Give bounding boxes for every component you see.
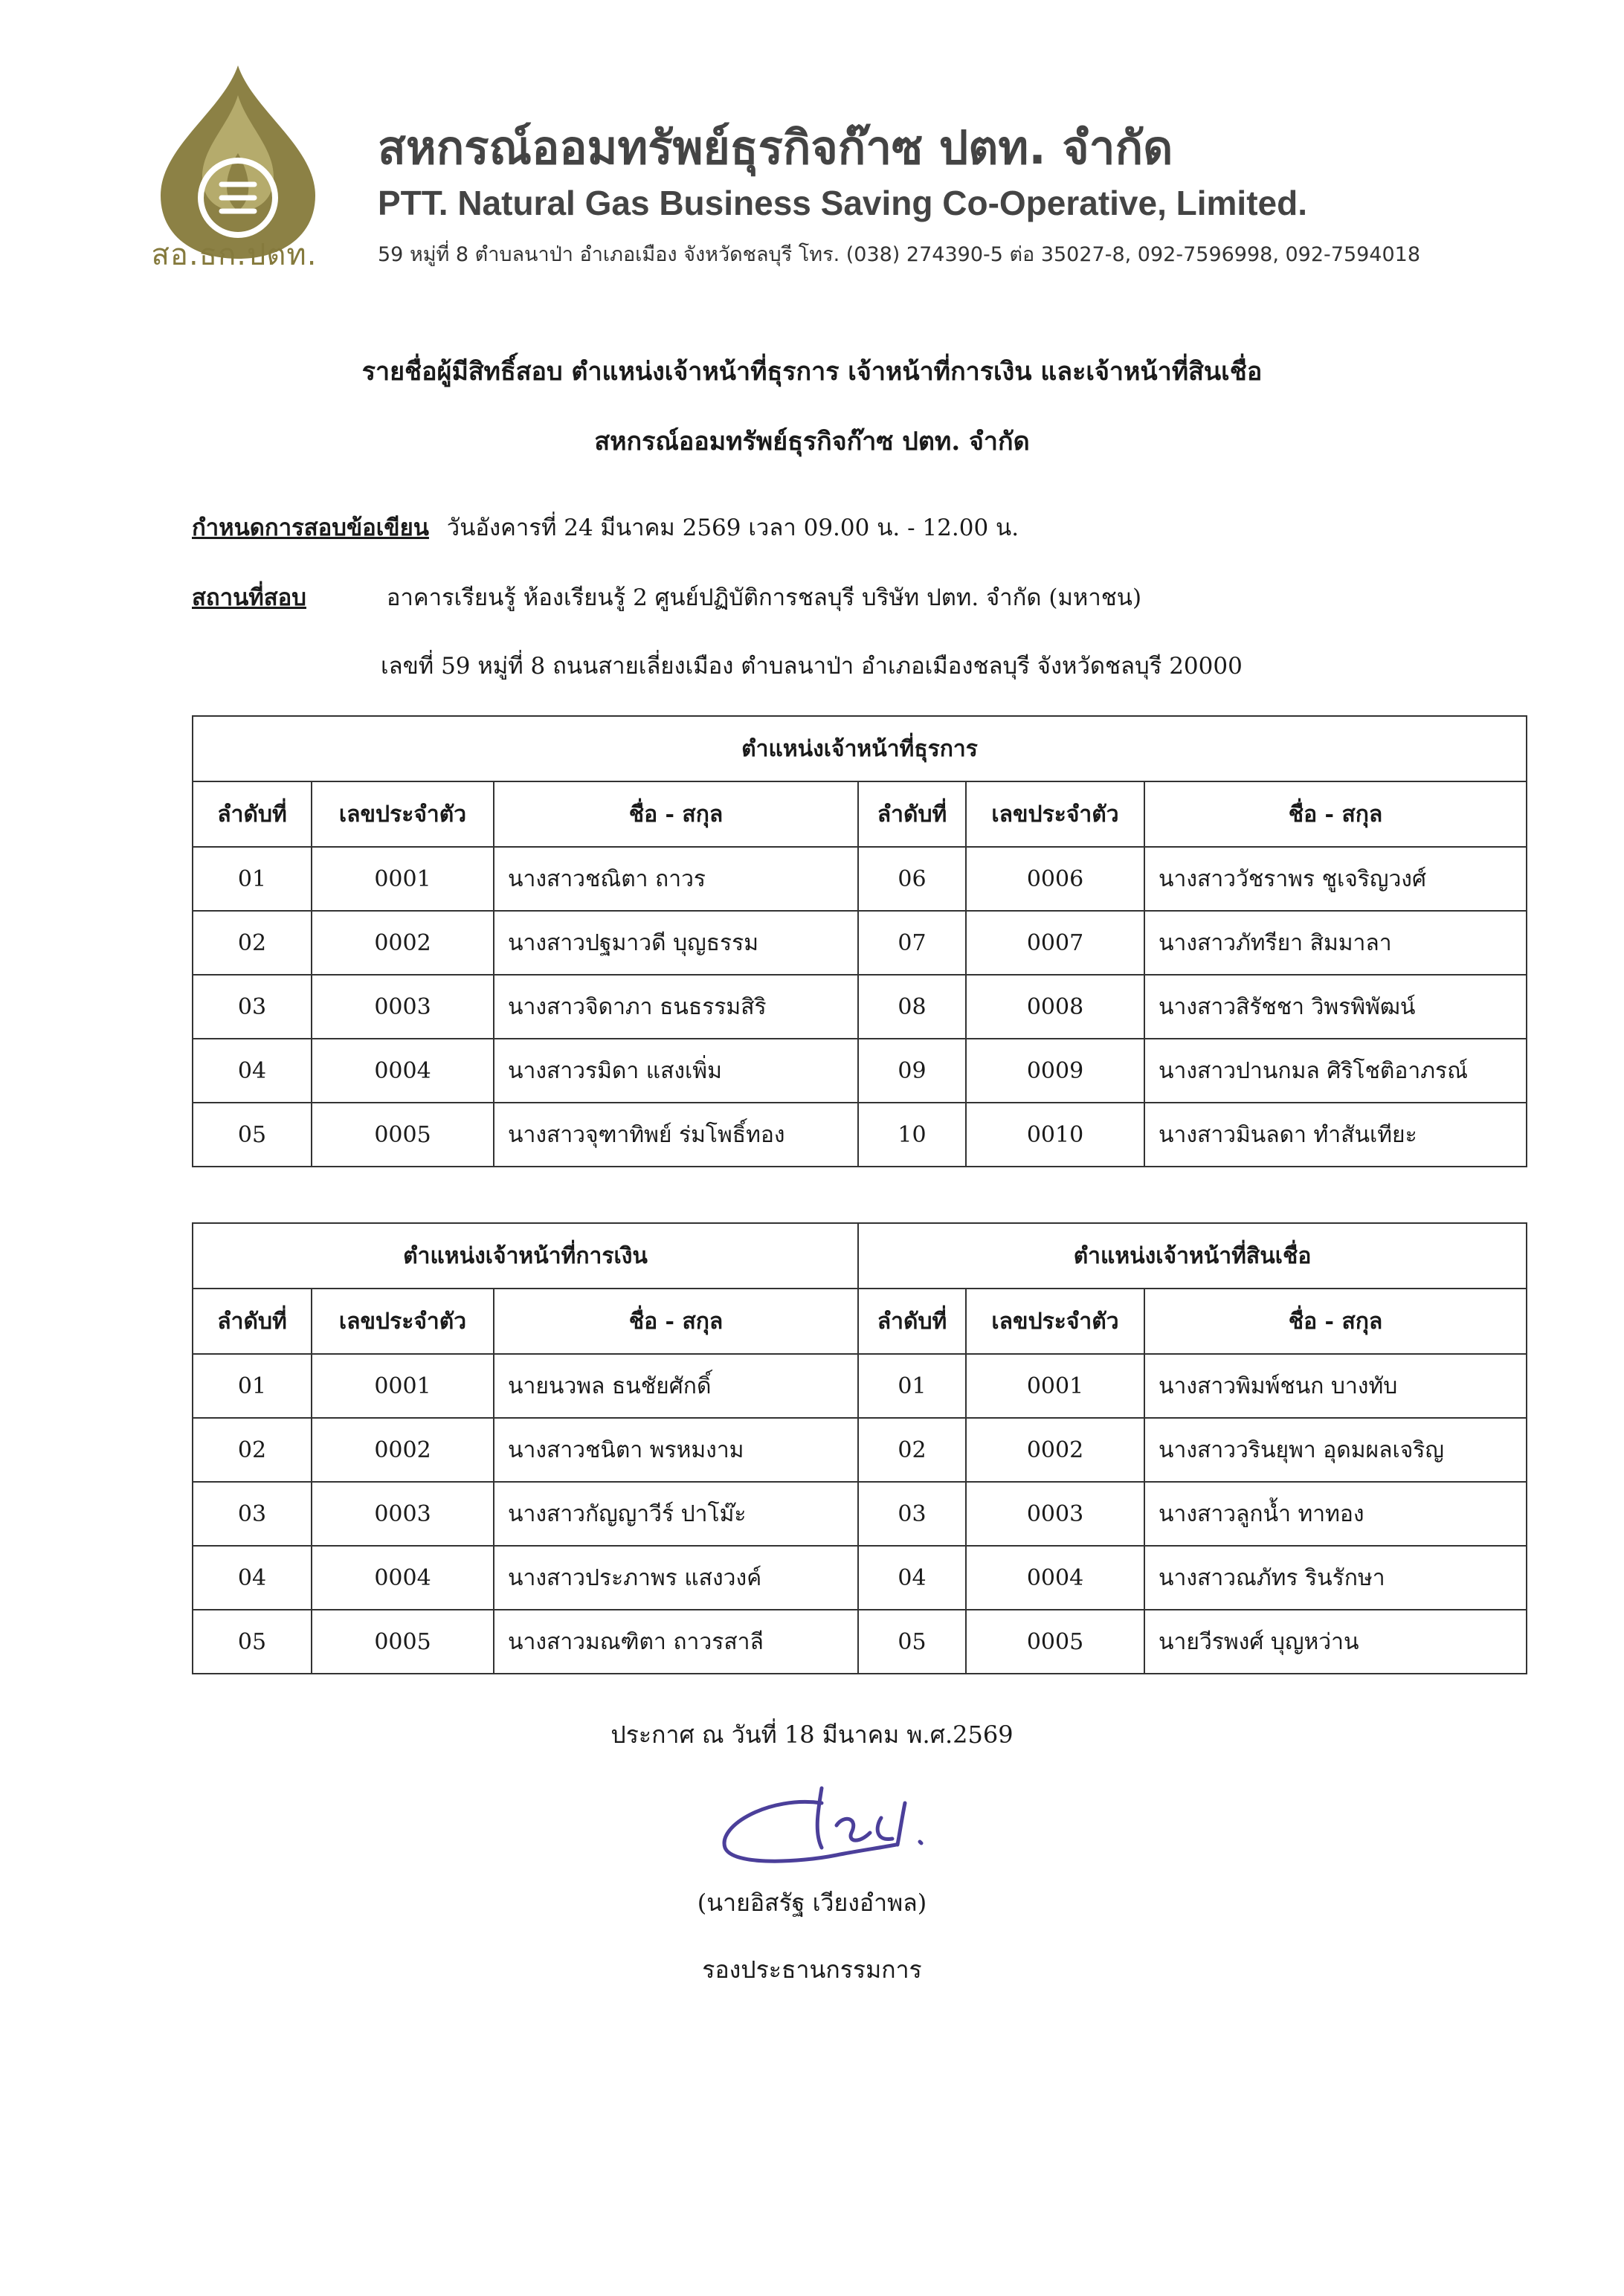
cell-name: นางสาวพิมพ์ชนก บางทับ (1144, 1354, 1527, 1418)
cell-order: 02 (193, 911, 312, 975)
exam-schedule-value: วันอังคารที่ 24 มีนาคม 2569 เวลา 09.00 น. - 12.00 น. (446, 515, 1019, 541)
table-header-row (193, 1289, 1527, 1354)
column-header-id: เลขประจำตัว (312, 781, 494, 847)
cell-id: 0008 (966, 975, 1144, 1039)
column-header-order: ลำดับที่ (858, 1289, 966, 1354)
cell-name: นางสาวมณฑิตา ถาวรสาลี (494, 1610, 858, 1674)
column-header-name: ชื่อ - สกุล (1144, 1289, 1527, 1354)
cell-order: 01 (193, 1354, 312, 1418)
exam-venue-line1: อาคารเรียนรู้ ห้องเรียนรู้ 2 ศูนย์ปฏิบัติการชลบุรี บริษัท ปตท. จำกัด (มหาชน) (386, 584, 1142, 611)
cell-order: 01 (193, 847, 312, 911)
cell-id: 0002 (966, 1418, 1144, 1482)
cell-name: นางสาวมินลดา ทำสันเทียะ (1144, 1103, 1527, 1167)
cell-id: 0010 (966, 1103, 1144, 1167)
table-row (193, 1354, 1527, 1418)
cell-name: นางสาวรมิดา แสงเพิ่ม (494, 1039, 858, 1103)
cell-order: 10 (858, 1103, 966, 1167)
cell-name: นางสาวสิรัชชา วิพรพิพัฒน์ (1144, 975, 1527, 1039)
finance-credit-candidates-table (192, 1222, 1527, 1674)
column-header-order: ลำดับที่ (858, 781, 966, 847)
cell-name: นางสาวกัญญาวีร์ ปาโม๊ะ (494, 1482, 858, 1546)
cell-id: 0003 (312, 975, 494, 1039)
cell-order: 04 (193, 1039, 312, 1103)
document-title: รายชื่อผู้มีสิทธิ์สอบ ตำแหน่งเจ้าหน้าที่ธุรการ เจ้าหน้าที่การเงิน และเจ้าหน้าที่สินเชื่อ (361, 357, 1263, 387)
cell-id: 0004 (312, 1546, 494, 1610)
cell-name: นางสาวปานกมล ศิริโชติอาภรณ์ (1144, 1039, 1527, 1103)
cell-order: 02 (858, 1418, 966, 1482)
cell-id: 0006 (966, 847, 1144, 911)
admin-candidates-table (192, 715, 1527, 1167)
column-header-name: ชื่อ - สกุล (1144, 781, 1527, 847)
signature-icon (710, 1773, 963, 1877)
cell-name: นางสาวภัทรียา สิมมาลา (1144, 911, 1527, 975)
signer-position: รองประธานกรรมการ (702, 1955, 922, 1984)
cell-name: นางสาวปฐมาวดี บุญธรรม (494, 911, 858, 975)
cell-name: นางสาวณภัทร รินรักษา (1144, 1546, 1527, 1610)
org-name-english: PTT. Natural Gas Business Saving Co-Operative, Limited. (378, 184, 1307, 222)
column-header-name: ชื่อ - สกุล (494, 1289, 858, 1354)
column-header-id: เลขประจำตัว (966, 1289, 1144, 1354)
cell-id: 0001 (312, 847, 494, 911)
cell-name: นางสาวลูกน้ำ ทาทอง (1144, 1482, 1527, 1546)
cell-id: 0001 (966, 1354, 1144, 1418)
cell-id: 0009 (966, 1039, 1144, 1103)
table-row (193, 1546, 1527, 1610)
cell-order: 05 (193, 1103, 312, 1167)
exam-schedule-label: กำหนดการสอบข้อเขียน (192, 515, 429, 541)
cell-name: นางสาวชณิตา ถาวร (494, 847, 858, 911)
cell-id: 0004 (312, 1039, 494, 1103)
cell-order: 05 (193, 1610, 312, 1674)
cell-order: 02 (193, 1418, 312, 1482)
cell-name: นางสาวจุฑาทิพย์ ร่มโพธิ์ทอง (494, 1103, 858, 1167)
cell-name: นางสาววรินยุพา อุดมผลเจริญ (1144, 1418, 1527, 1482)
table-row (193, 975, 1527, 1039)
cell-name: นางสาวชนิตา พรหมงาม (494, 1418, 858, 1482)
exam-schedule (192, 509, 1019, 546)
table-row (193, 1482, 1527, 1546)
cell-name: นางสาววัชราพร ชูเจริญวงศ์ (1144, 847, 1527, 911)
exam-venue-label: สถานที่สอบ (192, 584, 306, 611)
cell-name: นางสาวจิดาภา ธนธรรมสิริ (494, 975, 858, 1039)
exam-venue-line2: เลขที่ 59 หมู่ที่ 8 ถนนสายเลี่ยงเมือง ตำบลนาป่า อำเภอเมืองชลบุรี จังหวัดชลบุรี 20000 (381, 653, 1243, 680)
cell-name: นายวีรพงศ์ บุญหว่าน (1144, 1610, 1527, 1674)
column-header-name: ชื่อ - สกุล (494, 781, 858, 847)
org-address: 59 หมู่ที่ 8 ตำบลนาป่า อำเภอเมือง จังหวัดชลบุรี โทร. (038) 274390-5 ต่อ 35027-8, 092-7596998, 092-7594018 (378, 243, 1421, 266)
cell-order: 08 (858, 975, 966, 1039)
table-row (193, 1039, 1527, 1103)
cell-id: 0007 (966, 911, 1144, 975)
column-header-order: ลำดับที่ (193, 1289, 312, 1354)
cell-name: นายนวพล ธนชัยศักดิ์ (494, 1354, 858, 1418)
cell-id: 0005 (966, 1610, 1144, 1674)
cell-id: 0003 (966, 1482, 1144, 1546)
cell-id: 0003 (312, 1482, 494, 1546)
cell-id: 0002 (312, 911, 494, 975)
column-header-order: ลำดับที่ (193, 781, 312, 847)
cell-order: 09 (858, 1039, 966, 1103)
cell-id: 0002 (312, 1418, 494, 1482)
cell-id: 0005 (312, 1103, 494, 1167)
cell-order: 03 (858, 1482, 966, 1546)
table-row (193, 1103, 1527, 1167)
table-row (193, 911, 1527, 975)
column-header-id: เลขประจำตัว (312, 1289, 494, 1354)
table-header-row (193, 781, 1527, 847)
org-name-thai: สหกรณ์ออมทรัพย์ธุรกิจก๊าซ ปตท. จำกัด (378, 120, 1173, 175)
cell-order: 03 (193, 1482, 312, 1546)
exam-venue (192, 578, 1141, 616)
cell-name: นางสาวประภาพร แสงวงค์ (494, 1546, 858, 1610)
cell-id: 0001 (312, 1354, 494, 1418)
credit-table-title: ตำแหน่งเจ้าหน้าที่สินเชื่อ (858, 1223, 1527, 1289)
cell-order: 06 (858, 847, 966, 911)
logo-caption: สอ.ธก.ปตท. (151, 238, 318, 272)
cell-id: 0005 (312, 1610, 494, 1674)
admin-table-title: ตำแหน่งเจ้าหน้าที่ธุรการ (193, 716, 1527, 781)
signer-name: (นายอิสรัฐ เวียงอำพล) (697, 1889, 927, 1917)
cell-order: 01 (858, 1354, 966, 1418)
cell-order: 04 (858, 1546, 966, 1610)
finance-table-title: ตำแหน่งเจ้าหน้าที่การเงิน (193, 1223, 858, 1289)
table-row (193, 847, 1527, 911)
cell-order: 04 (193, 1546, 312, 1610)
document-subtitle: สหกรณ์ออมทรัพย์ธุรกิจก๊าซ ปตท. จำกัด (594, 427, 1030, 457)
cell-order: 05 (858, 1610, 966, 1674)
cell-order: 03 (193, 975, 312, 1039)
announcement-date: ประกาศ ณ วันที่ 18 มีนาคม พ.ศ.2569 (610, 1721, 1014, 1749)
table-row (193, 1418, 1527, 1482)
cell-id: 0004 (966, 1546, 1144, 1610)
table-row (193, 1610, 1527, 1674)
column-header-id: เลขประจำตัว (966, 781, 1144, 847)
cell-order: 07 (858, 911, 966, 975)
